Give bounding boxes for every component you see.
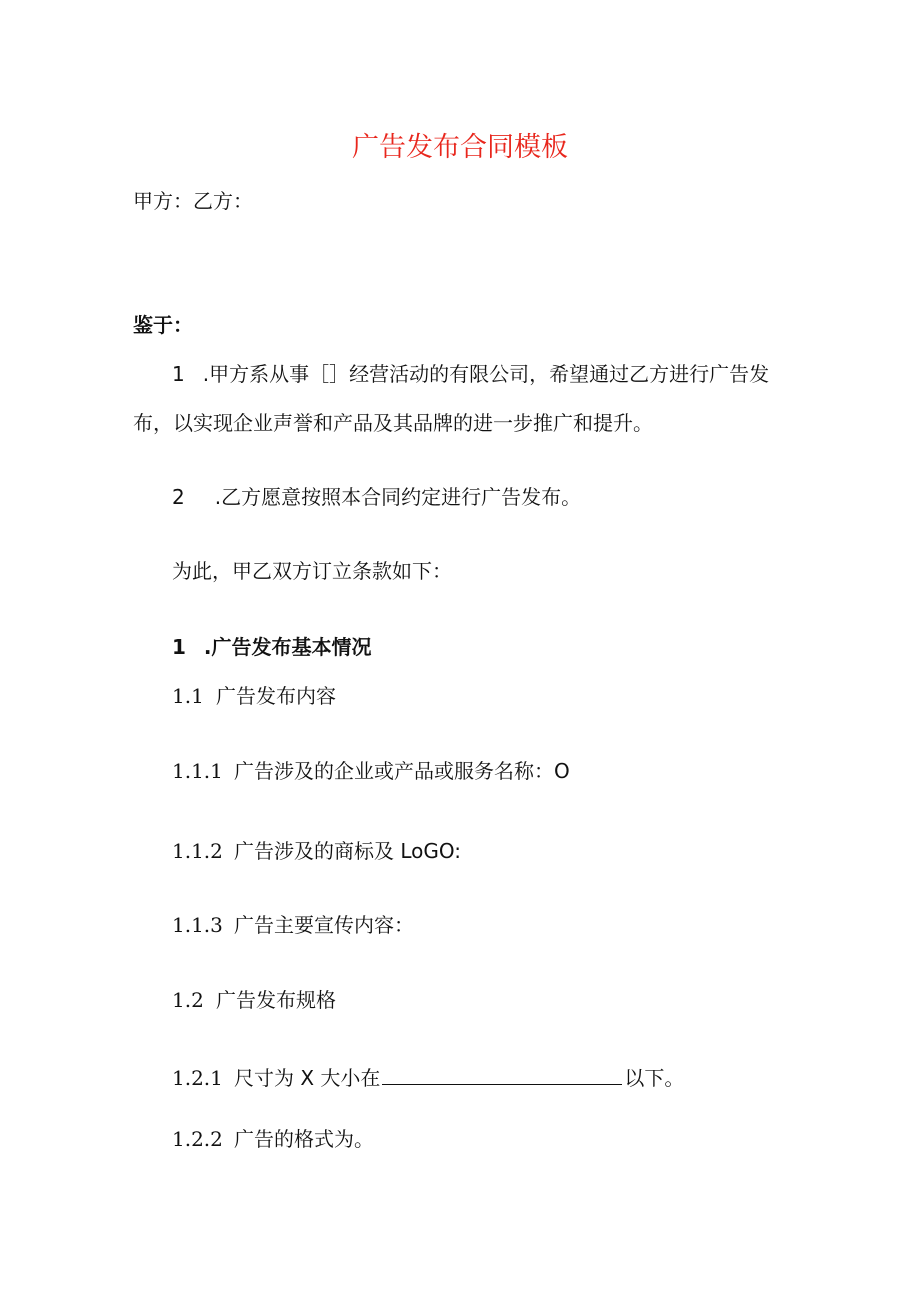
clause-1-2 — [172, 986, 336, 1014]
section-1-number: 1 — [172, 635, 186, 659]
clause-text-after-blank: 以下。 — [624, 1066, 685, 1090]
section-1-heading — [172, 633, 372, 661]
clause-1-2-1 — [172, 1062, 684, 1092]
clause-text: 广告涉及的企业或产品或服务名称：O — [234, 759, 570, 783]
clause-text: 广告主要宣传内容： — [234, 913, 414, 937]
recital-1-number: 1 — [172, 362, 185, 386]
recital-2 — [172, 483, 581, 511]
document-title: 广告发布合同模板 — [352, 132, 568, 163]
recital-1-continued: 布，以实现企业声誉和产品及其品牌的进一步推广和提升。 — [133, 411, 653, 435]
clause-1-1-1 — [172, 757, 570, 785]
recital-1 — [172, 360, 769, 388]
clause-number: 1.2.1 — [172, 1066, 223, 1090]
clause-text: 广告发布内容 — [216, 684, 336, 708]
clause-number: 1.2.2 — [172, 1127, 223, 1151]
clause-1-2-2 — [172, 1125, 374, 1153]
recital-1-text: .甲方系从事［］经营活动的有限公司，希望通过乙方进行广告发 — [202, 362, 770, 386]
whereas-label: 鉴于： — [133, 313, 193, 337]
clause-number: 1.1 — [172, 684, 204, 708]
recital-2-text: .乙方愿意按照本合同约定进行广告发布。 — [214, 485, 582, 509]
clause-text: 广告涉及的商标及 LoGO: — [234, 839, 462, 863]
clause-1-1-2 — [172, 837, 461, 865]
clause-number: 1.1.3 — [172, 913, 223, 937]
clause-1-1 — [172, 682, 336, 710]
clause-text-before-blank: 尺寸为 X 大小在 — [234, 1066, 381, 1090]
clause-number: 1.2 — [172, 988, 204, 1012]
clause-text: 广告发布规格 — [216, 988, 336, 1012]
clause-1-1-3 — [172, 911, 414, 939]
clause-text: 广告的格式为。 — [234, 1127, 374, 1151]
agreement-intro: 为此，甲乙双方订立条款如下： — [172, 559, 452, 583]
clause-number: 1.1.2 — [172, 839, 223, 863]
size-blank-line — [382, 1062, 622, 1085]
recital-2-number: 2 — [172, 485, 185, 509]
section-1-title: .广告发布基本情况 — [203, 635, 372, 659]
parties-line: 甲方：乙方： — [133, 189, 253, 213]
clause-number: 1.1.1 — [172, 759, 223, 783]
